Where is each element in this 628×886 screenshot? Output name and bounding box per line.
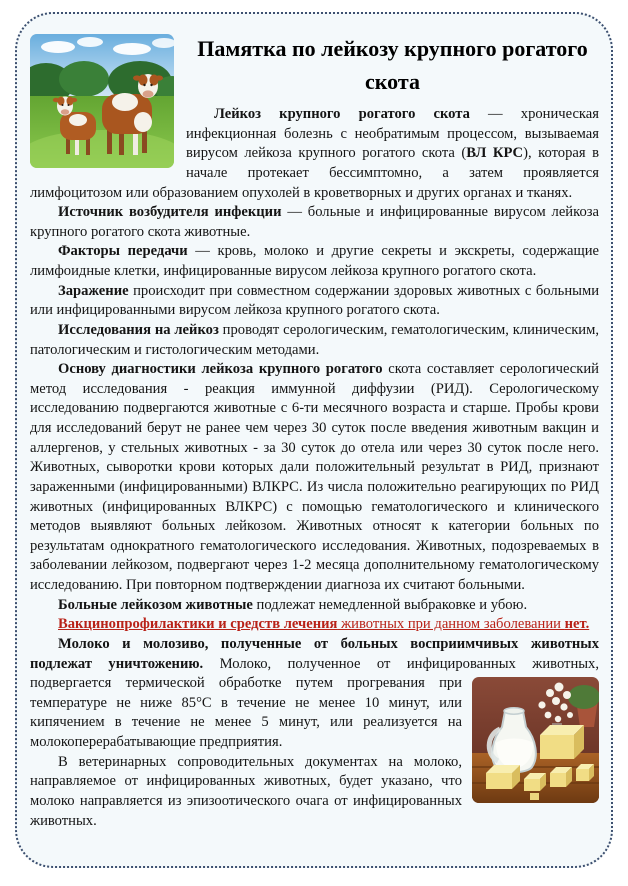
- text-segment: Лейкоз крупного рогатого скота: [214, 106, 470, 122]
- text-segment: Больные лейкозом животные: [58, 596, 253, 613]
- text-segment: происходит при совместном содержании здоровых животных с больными или инфицированными вирусом лейкоза крупного рогатого скота.: [30, 282, 599, 319]
- milk-butter-illustration: [472, 677, 599, 803]
- memo-sheet: [15, 12, 613, 868]
- text-segment: Заражение: [58, 282, 129, 299]
- milk-and-butter-photo: [472, 677, 599, 803]
- text-segment: Молоко, полученное от инфицированных животных,: [203, 655, 599, 672]
- text-segment: Вакцинопрофилактики и средств лечения: [58, 616, 338, 633]
- diagnostics-paragraph: [30, 360, 599, 596]
- text-segment: Основу диагностики лейкоза крупного рогатого: [58, 361, 383, 378]
- text-segment: подлежат немедленной выбраковке и убою.: [252, 596, 528, 613]
- cow-pasture-photo: [30, 34, 174, 168]
- milk-destruction-paragraph: [30, 635, 599, 674]
- culling-paragraph: [30, 596, 599, 616]
- text-segment: скота составляет серологический метод исследования - реакция иммунной диффузии (РИД). Серологическому исследованию подвергаются животные с 6-ти месячного возраста и старше. Пробы крови для исследований берут не ранее чем через 30 суток после введения животным вакцин и аллергенов, у стельных животных - за 30 суток до отела или через 30 суток после него. Животных, сыворотки крови которых дали положительный результат в РИД, признают зараженными (инфицированными) ВЛКРС. Из числа положительно реагирующих по РИД животных (инфицированных ВЛКРС) с помощью гематологического и клинического методов выявляют больных лейкозом. Животных относят к категории больных по результатам однократного гематологического исследования. Животных, подозреваемых в заболевании лейкозом, подвергают через 1-2 месяца дополнительному гематологическому исследованию. При повторном подтверждении диагноза их считают больными.: [30, 361, 599, 593]
- text-segment: ВЛ КРС: [466, 145, 524, 162]
- main-paragraphs: [30, 105, 599, 674]
- text-segment: животных при данном заболевании: [337, 616, 565, 633]
- text-segment: В ветеринарных сопроводительных документах на молоко, направляемое от инфицированных животных, будет указано, что молоко направляется из эпизоотического очага от инфицированных животных.: [30, 753, 462, 829]
- text-segment: ), которая в начале протекает бессимптомно, а затем проявляется лимфоцитозом или образованием опухолей в кроветворных и других органах и тканях.: [30, 145, 599, 201]
- infection-source-paragraph: [30, 203, 599, 242]
- text-segment: Источник возбудителя инфекции: [58, 204, 282, 221]
- cow-pasture-illustration: [30, 34, 174, 168]
- no-vaccine-warning: [30, 615, 599, 635]
- text-segment: — больные и инфицированные вирусом лейкоза крупного рогатого скота животные.: [30, 204, 599, 240]
- text-segment: Исследования на лейкоз: [58, 321, 219, 338]
- text-segment: нет.: [564, 616, 590, 633]
- memo-content: [30, 32, 599, 831]
- infection-paragraph: [30, 282, 599, 321]
- text-segment: — кровь, молоко и другие секреты и экскреты, содержащие лимфоидные клетки, инфицированные вирусом лейкоза крупного рогатого скота.: [30, 243, 599, 279]
- text-segment: проводят серологическим, гематологическим, клиническим, патологическим и гистологическим методами.: [30, 321, 599, 358]
- text-segment: Факторы передачи: [58, 243, 188, 260]
- page-title: Памятка по лейкозу крупного рогатого скота: [197, 36, 588, 94]
- text-segment: подвергается термической обработке путем прогревания при температуре не ниже 85°С в течение не менее 10 минут, или кипячением в течение не менее 5 минут, или реализуется на молокоперерабатывающие предприятия.: [30, 675, 462, 750]
- testing-methods-paragraph: [30, 321, 599, 360]
- milk-section: [30, 674, 599, 831]
- text-segment: — хроническая инфекционная болезнь с необратимым процессом, вызываемая вирусом лейкоза крупного рогатого скота (: [186, 106, 599, 162]
- text-segment: Молоко и молозиво, полученные от больных восприимчивых животных подлежат уничтожению.: [30, 635, 599, 672]
- transmission-factors-paragraph: [30, 242, 599, 281]
